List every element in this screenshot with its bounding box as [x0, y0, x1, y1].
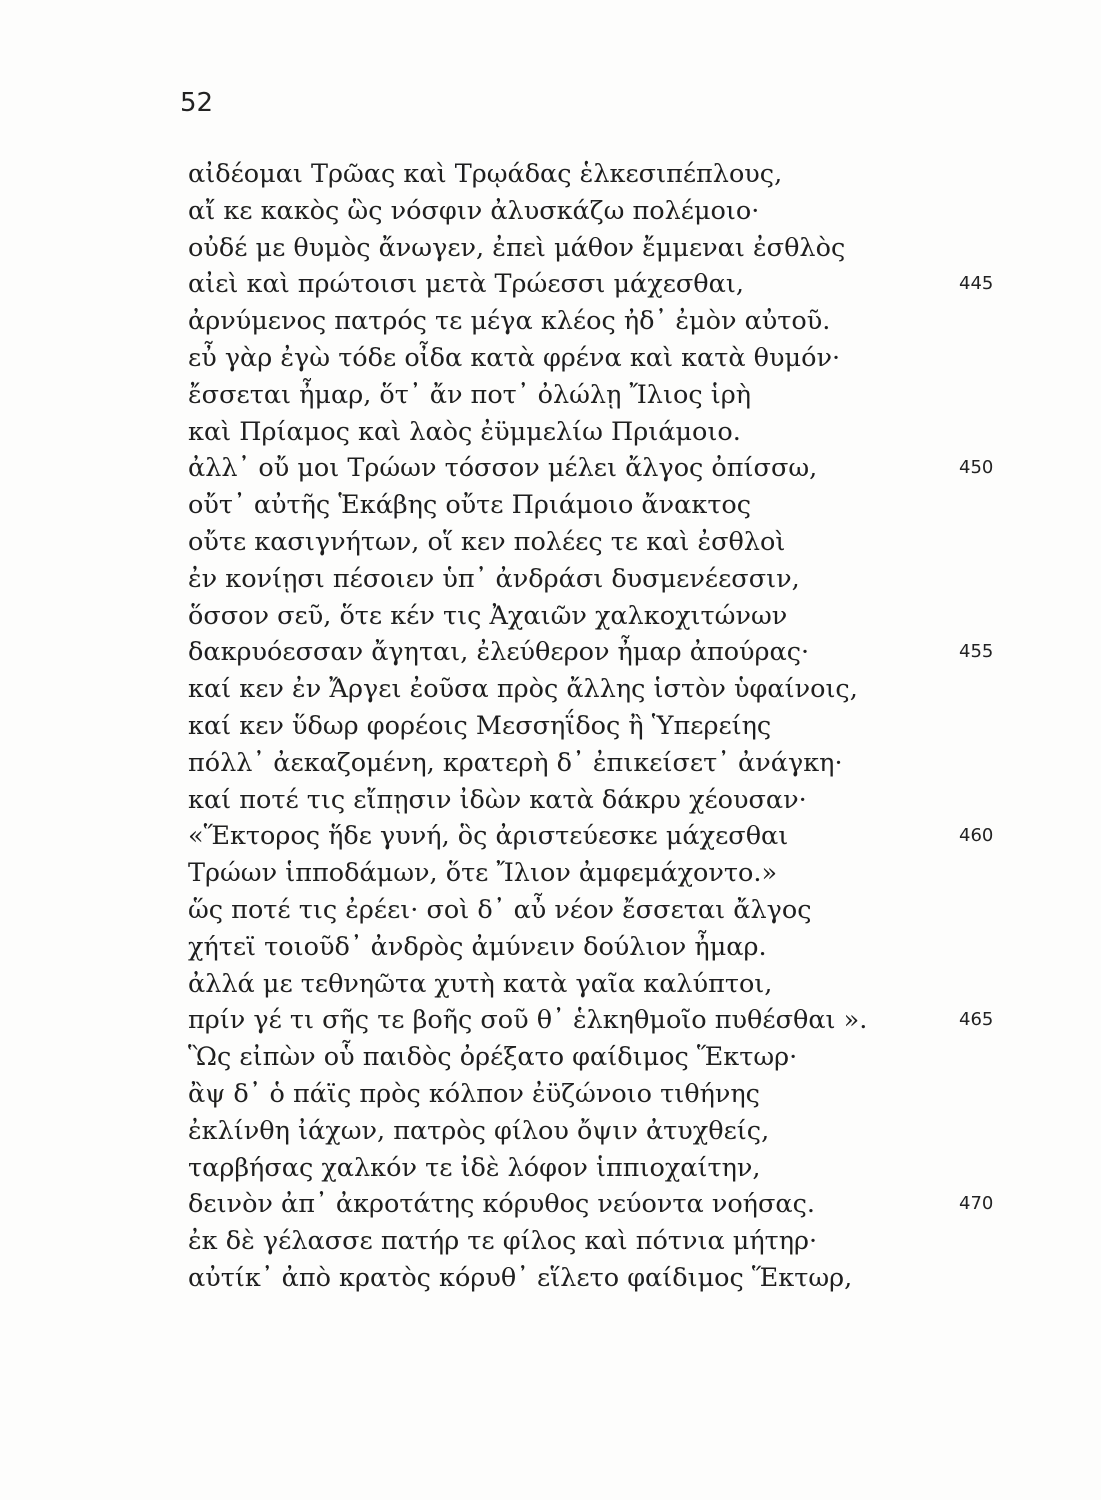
verse-text: ἔσσεται ἦμαρ, ὅτ᾽ ἄν ποτ᾽ ὀλώλῃ Ἴλιος ἱρὴ: [188, 379, 751, 410]
verse-text: ὥς ποτέ τις ἐρέει· σοὶ δ᾽ αὖ νέον ἔσσεται ἄλγος: [188, 894, 812, 925]
verse-line: [188, 1076, 988, 1113]
verse-line: [188, 450, 994, 487]
page-number: 52: [180, 88, 214, 118]
verse-text: αἴ κε κακὸς ὣς νόσφιν ἀλυσκάζω πολέμοιο·: [188, 195, 760, 226]
verse-text: ταρβήσας χαλκόν τε ἰδὲ λόφον ἱππιοχαίτην,: [188, 1152, 761, 1183]
verse-line: [188, 745, 988, 782]
verse-text: οὔτε κασιγνήτων, οἵ κεν πολέες τε καὶ ἐσθλοὶ: [188, 526, 786, 557]
verse-text: ὅσσον σεῦ, ὅτε κέν τις Ἀχαιῶν χαλκοχιτώνων: [188, 600, 788, 631]
line-number: 470: [959, 1193, 994, 1215]
verse-line: [188, 966, 988, 1003]
verse-line: [188, 266, 994, 303]
verse-text: δακρυόεσσαν ἄγηται, ἐλεύθερον ἦμαρ ἀπούρας·: [188, 637, 810, 668]
verse-text: ἐν κονίῃσι πέσοιεν ὑπ᾽ ἀνδράσι δυσμενέεσσιν,: [188, 563, 800, 594]
verse-text: «Ἕκτορος ἥδε γυνή, ὃς ἀριστεύεσκε μάχεσθαι: [188, 821, 789, 852]
verse-line: [188, 1223, 988, 1260]
verse-text: καὶ Πρίαμος καὶ λαὸς ἐϋμμελίω Πριάμοιο.: [188, 416, 741, 447]
verse-block: [188, 156, 994, 1297]
verse-line: [188, 634, 994, 671]
verse-text: ἀρνύμενος πατρός τε μέγα κλέος ἠδ᾽ ἐμὸν αὐτοῦ.: [188, 306, 831, 337]
line-number: 450: [959, 457, 994, 479]
verse-text: πρίν γέ τι σῆς τε βοῆς σοῦ θ᾽ ἑλκηθμοῖο πυθέσθαι ».: [188, 1005, 868, 1036]
verse-line: [188, 892, 988, 929]
verse-line: [188, 1039, 988, 1076]
verse-text: οὐδέ με θυμὸς ἄνωγεν, ἐπεὶ μάθον ἔμμεναι ἐσθλὸς: [188, 232, 846, 263]
verse-text: καί ποτέ τις εἴπῃσιν ἰδὼν κατὰ δάκρυ χέουσαν·: [188, 784, 807, 815]
verse-line: [188, 782, 988, 819]
verse-line: [188, 230, 988, 267]
verse-line: [188, 340, 988, 377]
verse-line: [188, 193, 988, 230]
verse-text: ἐκλίνθη ἰάχων, πατρὸς φίλου ὄψιν ἀτυχθείς,: [188, 1115, 770, 1146]
verse-text: εὖ γὰρ ἐγὼ τόδε οἶδα κατὰ φρένα καὶ κατὰ θυμόν·: [188, 342, 841, 373]
verse-text: καί κεν ἐν Ἄργει ἐοῦσα πρὸς ἄλλης ἱστὸν ὑφαίνοις,: [188, 674, 858, 705]
verse-line: [188, 1002, 994, 1039]
verse-line: [188, 929, 988, 966]
verse-line: [188, 708, 988, 745]
line-number: 460: [959, 825, 994, 847]
verse-line: [188, 598, 988, 635]
verse-text: χήτεϊ τοιοῦδ᾽ ἀνδρὸς ἀμύνειν δούλιον ἦμαρ.: [188, 931, 767, 962]
verse-text: αἰεὶ καὶ πρώτοισι μετὰ Τρώεσσι μάχεσθαι,: [188, 269, 744, 300]
verse-line: [188, 377, 988, 414]
verse-text: δεινὸν ἀπ᾽ ἀκροτάτης κόρυθος νεύοντα νοήσας.: [188, 1189, 815, 1220]
verse-text: ἐκ δὲ γέλασσε πατήρ τε φίλος καὶ πότνια μήτηρ·: [188, 1226, 818, 1257]
verse-text: Τρώων ἱπποδάμων, ὅτε Ἴλιον ἀμφεμάχοντο.»: [188, 858, 778, 889]
verse-line: [188, 1150, 988, 1187]
verse-line: [188, 1186, 994, 1223]
line-number: 455: [959, 641, 994, 663]
verse-line: [188, 1113, 988, 1150]
verse-text: ἂψ δ᾽ ὁ πάϊς πρὸς κόλπον ἐϋζώνοιο τιθήνης: [188, 1078, 760, 1109]
verse-line: [188, 855, 988, 892]
verse-text: αὐτίκ᾽ ἀπὸ κρατὸς κόρυθ᾽ εἵλετο φαίδιμος Ἕκτωρ,: [188, 1262, 853, 1293]
verse-text: ἀλλ᾽ οὔ μοι Τρώων τόσσον μέλει ἄλγος ὀπίσσω,: [188, 453, 818, 484]
line-number: 465: [959, 1009, 994, 1031]
verse-text: Ὣς εἰπὼν οὗ παιδὸς ὀρέξατο φαίδιμος Ἕκτωρ·: [188, 1042, 798, 1073]
verse-line: [188, 414, 988, 451]
verse-text: αἰδέομαι Τρῶας καὶ Τρῳάδας ἑλκεσιπέπλους,: [188, 159, 783, 189]
verse-text: οὔτ᾽ αὐτῆς Ἑκάβης οὔτε Πριάμοιο ἄνακτος: [188, 490, 752, 521]
verse-line: [188, 156, 988, 193]
verse-line: [188, 671, 988, 708]
verse-line: [188, 487, 988, 524]
verse-line: [188, 818, 994, 855]
verse-line: [188, 561, 988, 598]
verse-line: [188, 524, 988, 561]
verse-line: [188, 303, 988, 340]
verse-text: πόλλ᾽ ἀεκαζομένη, κρατερὴ δ᾽ ἐπικείσετ᾽ ἀνάγκη·: [188, 747, 843, 778]
verse-text: ἀλλά με τεθνηῶτα χυτὴ κατὰ γαῖα καλύπτοι,: [188, 968, 773, 999]
verse-line: [188, 1260, 988, 1297]
verse-text: καί κεν ὕδωρ φορέοις Μεσσηΐδος ἢ Ὑπερείης: [188, 710, 772, 741]
line-number: 445: [959, 273, 994, 295]
